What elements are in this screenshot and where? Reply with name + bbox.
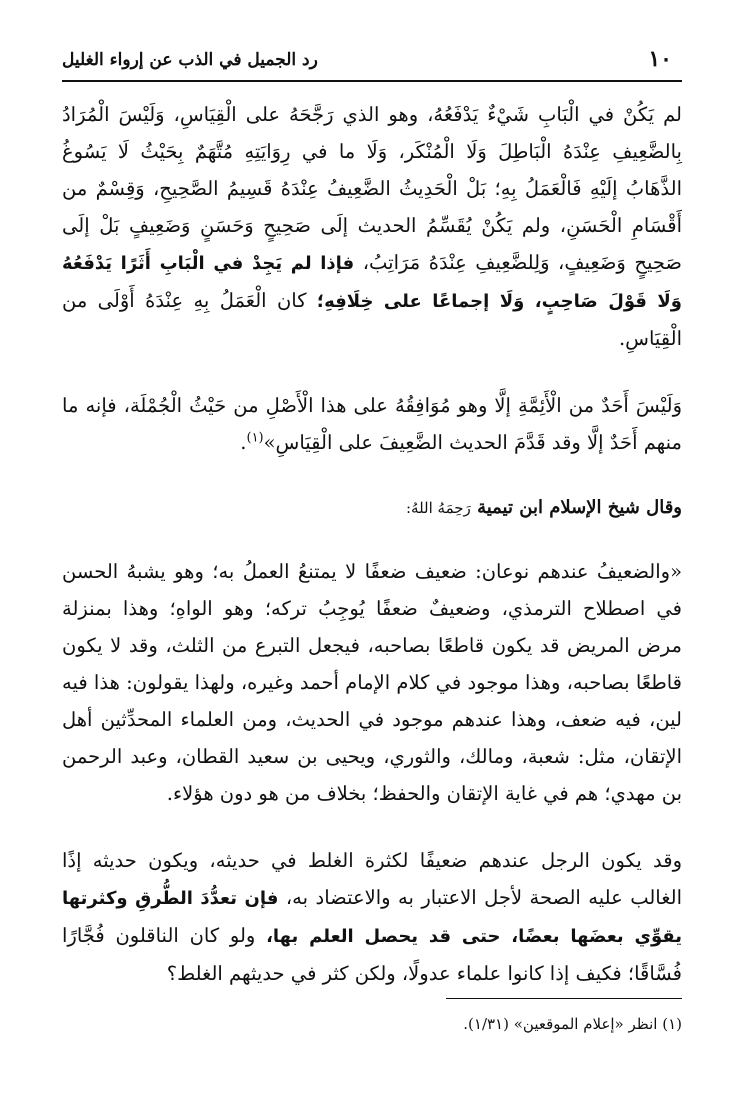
page-header (62, 40, 682, 82)
paragraph-1 (62, 96, 682, 357)
paragraph-4 (62, 842, 682, 992)
honorific: رَحِمَهُ اللهُ: (405, 499, 471, 517)
section-heading-text: وقال شيخ الإسلام ابن تيمية (477, 497, 682, 518)
paragraph-4-bold: فإن تعدُّدَ الطُّرقِ وكثرتها يقوِّي بعضَها بعضًا، حتى قد يحصل العلم بها، (62, 888, 682, 947)
section-heading (62, 491, 682, 525)
paragraph-1-text-b: كان الْعَمَلُ بِهِ عِنْدَهُ أَوْلَى من الْقِيَاسِ. (62, 289, 682, 350)
paragraph-2 (62, 387, 682, 461)
footnote-text: انظر «إعلام الموقعين» (١/٣١). (463, 1015, 658, 1033)
page-number: ١٠ (648, 46, 672, 72)
footnote-separator (446, 998, 682, 999)
footnote-reference: (١) (246, 430, 264, 446)
paragraph-3: «والضعيفُ عندهم نوعان: ضعيف ضعفًا لا يمتنعُ العملُ به؛ وهو يشبهُ الحسن في اصطلاح الترمذي، وضعيفٌ ضعفًا يُوجِبُ تركه؛ وهو الواهِ؛ وهذا بمنزلة مرض المريض قد يكون قاطعًا بصاحبه، فيجعل التبرع من الثلث، وقد لا يكون قاطعًا بصاحبه، وهذا موجود في كلام الإمام أحمد وغيره، ولهذا يقولون: هذا فيه لين، فيه ضعف، وهذا عندهم موجود في الحديث، ومن العلماء المحدِّثين أهل الإتقان، مثل: شعبة، ومالك، والثوري، ويحيى بن سعيد القطان، وعبد الرحمن بن مهدي؛ هم في غاية الإتقان والحفظ؛ بخلاف من هو دون هؤلاء. (62, 560, 682, 805)
paragraph-1-text-a: لم يَكُنْ في الْبَابِ شَيْءٌ يَدْفَعُهُ، وهو الذي رَجَّحَهُ على الْقِيَاسِ، وَلَيْسَ الْمُرَادُ بِالضَّعِيفِ عِنْدَهُ الْبَاطِلَ وَلَا الْمُنْكَر، وَلَا ما في رِوَايَتِهِ مُتَّهَمٌ بِحَيْثُ لَا يَسُوغُ الذَّهَابُ إلَيْهِ فَالْعَمَلُ بِهِ؛ بَلْ الْحَدِيثُ الضَّعِيفُ عِنْدَهُ قَسِيمُ الصَّحِيحِ، وَقِسْمٌ من أَقْسَامِ الْحَسَنِ، ولم يَكُنْ يُقَسِّمُ الحديث إلَى صَحِيحٍ وَحَسَنٍ وَضَعِيفٍ بَلْ إلَى صَحِيحٍ وَضَعِيفٍ، وَلِلضَّعِيفِ عِنْدَهُ مَرَاتِبُ، (62, 103, 682, 274)
page-body (62, 96, 682, 1022)
paragraph-4-text-b: ولو كان الناقلون فُجَّارًا فُسَّاقًا؛ فكيف إذا كانوا علماء عدولًا، ولكن كثر في حديثهم الغلط؟ (62, 924, 682, 985)
paragraph-2-end: . (240, 431, 247, 454)
footnote (82, 1012, 682, 1036)
paragraph-2-text: وَلَيْسَ أَحَدٌ من الْأَئِمَّةِ إلَّا وهو مُوَافِقُهُ على هذا الْأَصْلِ من حَيْثُ الْجُمْلَة، فإنه ما منهم أَحَدٌ إلَّا وقد قَدَّمَ الحديث الضَّعِيفَ على الْقِيَاسِ» (62, 394, 682, 454)
paragraph-4-text-a: وقد يكون الرجل عندهم ضعيفًا لكثرة الغلط في حديثه، ويكون حديثه إذًا الغالب عليه الصحة لأجل الاعتبار به والاعتضاد به، (62, 849, 682, 909)
paragraph-1-bold: فإذا لم يَجِدْ في الْبَابِ أَثَرًا يَدْفَعُهُ وَلَا قَوْلَ صَاحِبٍ، وَلَا إجماعًا على خِلَافِهِ؛ (62, 253, 682, 312)
footnote-marker: (١) (662, 1015, 682, 1033)
running-title: رد الجميل في الذب عن إرواء الغليل (62, 50, 318, 70)
